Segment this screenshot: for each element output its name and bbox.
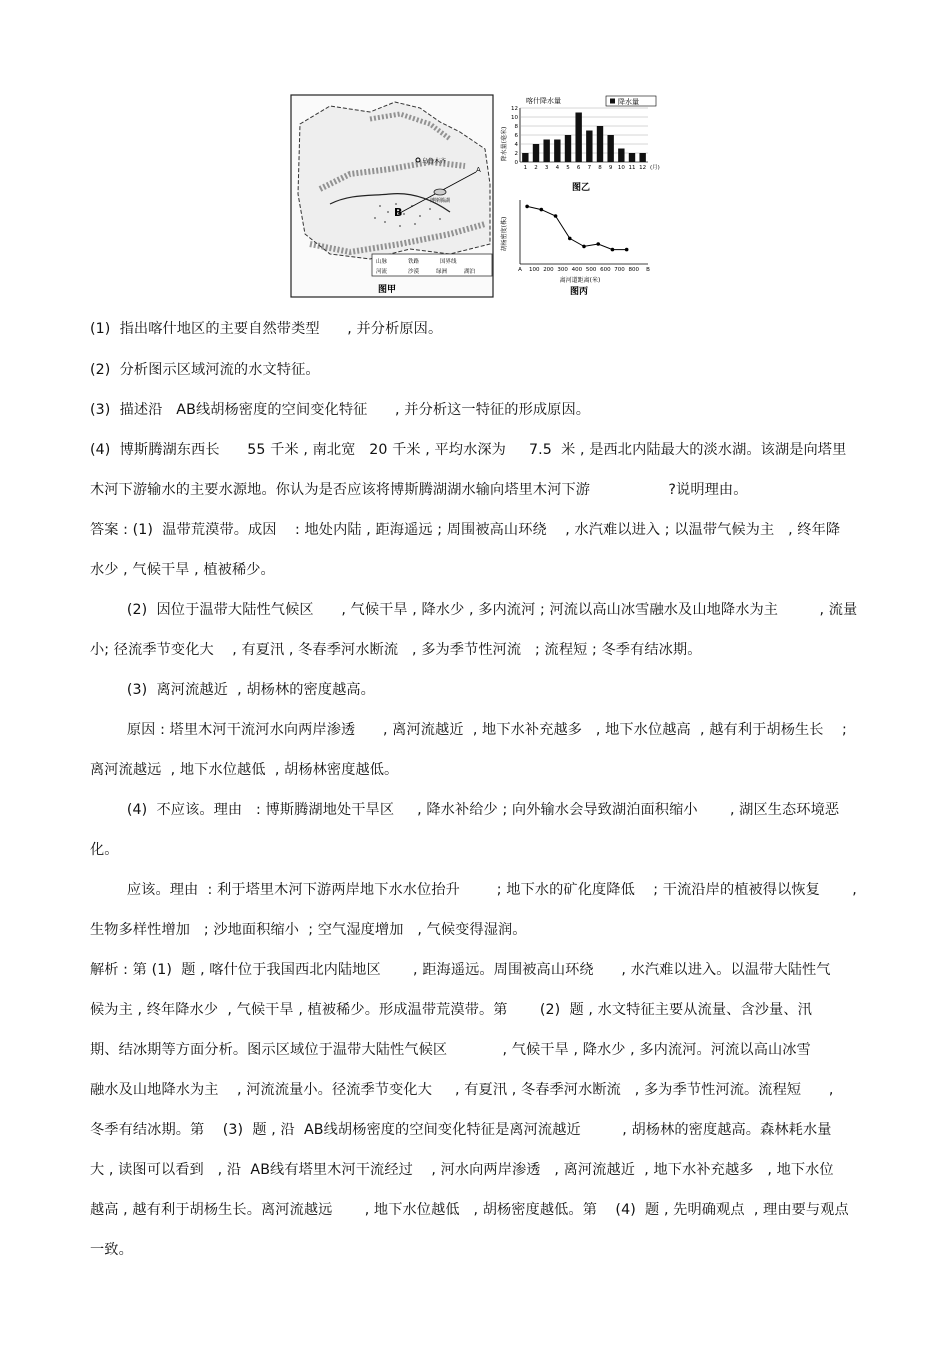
chart-c-xtick: 400	[571, 267, 583, 273]
legend-mountain: 山脉	[376, 259, 388, 265]
chart-b-xtick: 4	[555, 165, 560, 171]
chart-b-xtick: 8	[598, 165, 602, 171]
chart-b-bar	[543, 140, 549, 163]
poplar-density-chart	[498, 194, 668, 298]
chart-b-ytick: 4	[514, 142, 518, 148]
chart-b-bar	[639, 153, 645, 162]
map-caption: 图甲	[378, 285, 397, 295]
explanation-line-2: 候为主 , 终年降水少 , 气候干旱 , 植被稀少。形成温带荒漠带。第 (2) 题 , 水文特征主要从流量、含沙量、汛	[90, 1002, 812, 1018]
explanation-line-1: 解析 : 第 (1) 题 , 喀什位于我国西北内陆地区 , 距海遥远。周围被高山环绕 , 水汽难以进入。以温带大陆性气	[90, 962, 831, 978]
label-a: A	[476, 166, 481, 174]
legend-railway: 铁路	[408, 259, 420, 265]
answer-3-line-3: 离河流越远 , 地下水位越低 , 胡杨林密度越低。	[90, 762, 399, 778]
explanation-line-7: 越高 , 越有利于胡杨生长。离河流越远 , 地下水位越低 , 胡杨密度越低。第 (4) 题 , 先明确观点 , 理由要与观点	[90, 1202, 849, 1218]
chart-b-ytick: 2	[514, 151, 518, 157]
map-figure	[290, 94, 494, 298]
chart-c-xtick: 300	[557, 267, 568, 273]
explanation-line-3: 期、结冰期等方面分析。图示区域位于温带大陆性气候区 , 气候干旱 , 降水少 , 多内流河。河流以高山冰雪	[90, 1042, 811, 1058]
chart-b-xtick: 10	[617, 165, 625, 171]
chart-c-point	[611, 248, 615, 252]
question-4-line-2: 木河下游输水的主要水源地。你认为是否应该将博斯腾湖湖水输向塔里木河下游 ?说明理由。	[90, 482, 748, 498]
figure-group	[290, 94, 668, 298]
chart-c-xlabel: 离河道距离(米)	[559, 277, 601, 284]
chart-b-ytick: 10	[511, 115, 518, 121]
answer-1-line-1: 答案 : (1) 温带荒漠带。成因 : 地处内陆 , 距海遥远 ; 周围被高山环绕 , 水汽难以进入 ; 以温带气候为主 , 终年降	[90, 522, 841, 538]
chart-c-xtick: 200	[543, 267, 554, 273]
chart-c-series-line	[527, 206, 627, 249]
lake-shape	[434, 189, 446, 195]
chart-b-caption: 图乙	[572, 183, 591, 192]
chart-c-point	[568, 237, 572, 241]
chart-c-point	[525, 205, 529, 209]
answer-1-line-2: 水少 , 气候干旱 , 植被稀少。	[90, 562, 275, 578]
chart-c-xtick: 500	[585, 267, 597, 273]
chart-b-xtick: 9	[608, 165, 613, 171]
chart-b-bar	[533, 144, 539, 162]
answer-2-line-1: (2) 因位于温带大陆性气候区 , 气候干旱 , 降水少 , 多内流河 ; 河流以高山冰雪融水及山地降水为主 , 流量	[90, 602, 858, 618]
chart-b-xunit: (月)	[650, 165, 660, 171]
chart-c-xtick: B	[646, 267, 650, 273]
legend-oasis: 绿洲	[436, 269, 448, 275]
answer-4-line-2: 化。	[90, 842, 119, 858]
chart-c-point	[596, 242, 600, 246]
legend-border: 国界线	[440, 259, 457, 265]
chart-b-bar	[554, 140, 560, 163]
chart-b-bar	[618, 149, 624, 163]
chart-b-bar	[629, 153, 635, 162]
chart-b-bar	[522, 153, 528, 162]
chart-b-bar	[575, 113, 581, 163]
chart-c-xtick: 800	[628, 267, 640, 273]
chart-b-title: 喀什降水量	[526, 97, 561, 105]
chart-b-ytick: 6	[514, 133, 518, 139]
answer-3-line-2: 原因 : 塔里木河干流河水向两岸渗透 , 离河流越近 , 地下水补充越多 , 地下水位越高 , 越有利于胡杨生长 ;	[90, 722, 847, 738]
chart-c-xtick: 100	[528, 267, 540, 273]
chart-b-ytick: 12	[511, 106, 518, 112]
chart-b-ylabel: 降水量(毫米)	[501, 126, 508, 162]
chart-b-xtick: 11	[628, 165, 636, 171]
explanation-line-8: 一致。	[90, 1242, 133, 1258]
chart-b-ytick: 0	[514, 160, 518, 166]
legend-desert: 沙漠	[408, 269, 420, 275]
precipitation-chart	[498, 94, 668, 192]
answer-4-line-4: 生物多样性增加 ; 沙地面积缩小 ; 空气湿度增加 , 气候变得湿润。	[90, 922, 527, 938]
answer-4-line-3: 应该。理由 : 利于塔里木河下游两岸地下水水位抬升 ; 地下水的矿化度降低 ; 干流沿岸的植被得以恢复 ,	[90, 882, 857, 898]
label-lake: 博斯腾湖	[430, 198, 451, 204]
chart-b-bar	[565, 135, 571, 162]
answer-2-line-2: 小; 径流季节变化大 , 有夏汛 , 冬春季河水断流 , 多为季节性河流 ; 流程短 ; 冬季有结冰期。	[90, 642, 702, 658]
chart-b-xtick: 12	[639, 165, 647, 171]
legend-lake: 湖泊	[464, 269, 476, 275]
chart-b-xtick: 1	[523, 165, 528, 171]
answer-3-line-1: (3) 离河流越近 , 胡杨林的密度越高。	[90, 682, 375, 698]
chart-c-ylabel: 胡杨密度(株)	[501, 216, 508, 252]
question-4-line-1: (4) 博斯腾湖东西长 55 千米 , 南北宽 20 千米 , 平均水深为 7.5 米 , 是西北内陆最大的淡水湖。该湖是向塔里	[90, 442, 847, 458]
explanation-line-4: 融水及山地降水为主 , 河流流量小。径流季节变化大 , 有夏汛 , 冬春季河水断流 , 多为季节性河流。流程短 ,	[90, 1082, 834, 1098]
chart-b-legend-label: 降水量	[618, 98, 639, 106]
chart-b-bar	[586, 131, 592, 163]
chart-c-point	[540, 208, 544, 212]
chart-c-point	[625, 248, 629, 252]
chart-b-xtick: 3	[544, 165, 549, 171]
answer-4-line-1: (4) 不应该。理由 : 博斯腾湖地处干旱区 , 降水补给少 ; 向外输水会导致湖泊面积缩小 , 湖区生态环境恶	[90, 802, 840, 818]
label-urumqi: 乌鲁木齐	[422, 158, 447, 165]
chart-b-xtick: 7	[587, 165, 592, 171]
legend-river: 河流	[376, 269, 388, 275]
chart-c-caption: 图丙	[570, 287, 589, 297]
chart-b-bar	[607, 135, 613, 162]
chart-c-point	[554, 214, 558, 218]
label-b: B	[394, 206, 403, 219]
question-2: (2) 分析图示区域河流的水文特征。	[90, 362, 320, 378]
chart-b-xtick: 5	[566, 165, 570, 171]
chart-c-xtick: 700	[614, 267, 625, 273]
chart-b-ytick: 8	[514, 124, 518, 130]
question-3: (3) 描述沿 AB线胡杨密度的空间变化特征 , 并分析这一特征的形成原因。	[90, 402, 591, 418]
question-1: (1) 指出喀什地区的主要自然带类型 , 并分析原因。	[90, 321, 443, 337]
chart-b-bar	[597, 126, 603, 162]
explanation-line-6: 大 , 读图可以看到 , 沿 AB线有塔里木河干流经过 , 河水向两岸渗透 , 离河流越近 , 地下水补充越多 , 地下水位	[90, 1162, 834, 1178]
chart-c-xtick: A	[518, 267, 522, 273]
explanation-line-5: 冬季有结冰期。第 (3) 题 , 沿 AB线胡杨密度的空间变化特征是离河流越近 , 胡杨林的密度越高。森林耗水量	[90, 1122, 832, 1138]
chart-c-xtick: 600	[600, 267, 611, 273]
chart-b-legend-swatch	[610, 99, 615, 104]
chart-b-xtick: 6	[576, 165, 581, 171]
chart-b-xtick: 2	[534, 165, 538, 171]
chart-c-point	[582, 245, 586, 249]
